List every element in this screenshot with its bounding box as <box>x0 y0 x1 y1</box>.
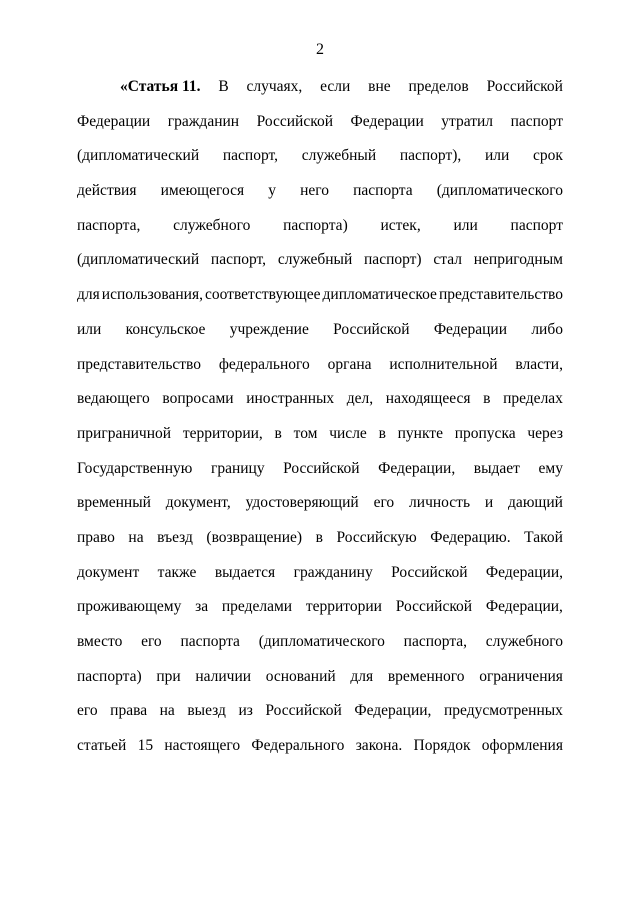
text-line <box>77 422 563 457</box>
word: утратил <box>441 112 494 130</box>
word: дипломатическое <box>322 286 437 304</box>
text-line <box>77 248 563 283</box>
word: ограничения <box>479 667 563 685</box>
word: паспорта <box>180 633 240 650</box>
word: Государственную <box>77 459 193 477</box>
word: проживающему <box>77 598 182 616</box>
word: Федерации <box>350 112 424 130</box>
text-line <box>77 561 563 596</box>
word: стал <box>433 251 462 269</box>
word: временный <box>77 494 151 512</box>
word: власти, <box>515 355 563 373</box>
word: документ <box>77 563 140 581</box>
text-line <box>77 387 563 422</box>
word: пределах <box>503 390 563 408</box>
text-line <box>77 734 563 769</box>
text-line <box>77 353 563 388</box>
text-line <box>77 144 563 179</box>
word: выдает <box>473 459 520 477</box>
word: иностранных <box>246 390 335 408</box>
word: Федерации <box>433 320 508 338</box>
text-line <box>77 630 563 665</box>
word: учреждение <box>229 320 309 338</box>
word: выдается <box>214 563 276 581</box>
text-line <box>77 110 563 145</box>
word: гражданин <box>167 112 240 130</box>
word: приграничной <box>77 424 172 442</box>
word: (возвращение) <box>206 528 303 546</box>
word: вопросами <box>162 390 234 408</box>
word: паспорта <box>353 182 413 200</box>
word: в <box>483 390 491 408</box>
word: (дипломатический <box>77 251 200 269</box>
word: у <box>268 182 276 200</box>
word: также <box>157 563 197 581</box>
word: оснований <box>265 667 336 685</box>
word: или <box>453 216 478 234</box>
word: соответствующее <box>205 286 321 304</box>
word: случаях, <box>246 78 303 95</box>
word: паспорт) <box>364 251 422 269</box>
word: личность <box>409 494 471 512</box>
word: въезд <box>157 528 193 546</box>
word: для <box>77 286 100 304</box>
word: паспорт <box>510 216 563 234</box>
word: него <box>300 182 329 200</box>
word: Федерацию. <box>430 528 511 546</box>
word: служебного <box>485 633 563 650</box>
word: либо <box>531 320 563 338</box>
word: находящееся <box>385 390 471 408</box>
word: его <box>141 633 162 650</box>
word: паспорт <box>510 112 563 130</box>
word: наличии <box>195 667 252 685</box>
word: (дипломатический <box>77 147 200 165</box>
word: если <box>320 78 351 95</box>
word: ему <box>538 459 563 477</box>
word: вместо <box>77 633 123 650</box>
word: паспорта) <box>283 216 348 234</box>
word: Российской <box>333 320 410 338</box>
word: консульское <box>125 320 206 338</box>
word: Российской <box>391 563 468 581</box>
word: Российскую <box>336 528 417 546</box>
word: (дипломатического <box>436 182 563 200</box>
page-number: 2 <box>316 41 324 58</box>
word: пропуска <box>454 424 516 442</box>
word: числе <box>329 424 367 442</box>
word: Федерации, <box>485 598 563 616</box>
word: гражданину <box>293 563 373 581</box>
word: за <box>195 598 209 616</box>
word: временного <box>387 667 465 685</box>
word: Российской <box>265 702 342 720</box>
word: закона. <box>355 737 403 755</box>
word: его <box>373 494 395 512</box>
word: дел, <box>346 390 374 408</box>
word: Федерации, <box>354 702 432 720</box>
word: Федерации, <box>485 563 563 581</box>
word: пределов <box>408 78 469 95</box>
word: для <box>350 667 374 685</box>
article-heading: «Статья 11. <box>120 78 201 95</box>
word: паспорт, <box>210 251 267 269</box>
word: территории <box>305 598 382 616</box>
word: имеющегося <box>160 182 245 200</box>
word: на <box>128 528 144 546</box>
word: его <box>77 702 98 720</box>
text-line <box>77 318 563 353</box>
word: в <box>315 528 323 546</box>
word: Российской <box>395 598 473 616</box>
word: удостоверяющий <box>245 494 359 512</box>
text-line <box>77 75 563 110</box>
word: в <box>274 424 282 442</box>
word: выезд <box>187 702 226 720</box>
word: органа <box>327 355 372 373</box>
text-line <box>77 491 563 526</box>
word: исполнительной <box>389 355 498 373</box>
text-line <box>77 214 563 249</box>
word: Федерации <box>77 112 151 130</box>
word: федерального <box>218 355 310 373</box>
word: служебного <box>173 216 251 234</box>
word: Российской <box>256 112 334 130</box>
word: Федерального <box>251 737 345 755</box>
word: служебный <box>277 251 353 269</box>
word: В <box>218 78 229 95</box>
word: непригодным <box>473 251 563 269</box>
word: пределами <box>221 598 293 616</box>
word: при <box>156 667 181 685</box>
word: Российской <box>486 78 563 95</box>
word: Российской <box>283 459 360 477</box>
word: действия <box>77 182 137 200</box>
word: паспорта, <box>403 633 468 650</box>
text-line <box>77 457 563 492</box>
word: через <box>527 424 563 442</box>
word: права <box>110 702 148 720</box>
word: представительство <box>77 355 202 373</box>
word: территории, <box>182 424 263 442</box>
word: Порядок <box>413 737 471 755</box>
text-line <box>77 665 563 700</box>
word: границу <box>210 459 265 477</box>
word: служебный <box>301 147 377 165</box>
word: и <box>484 494 494 512</box>
word: право <box>77 528 115 546</box>
word: Федерации, <box>378 459 456 477</box>
word: паспорта) <box>77 667 142 685</box>
word: паспорта, <box>77 216 141 234</box>
text-line <box>77 595 563 630</box>
word: или <box>77 320 102 338</box>
text-line <box>77 699 563 734</box>
word: паспорт, <box>222 147 278 165</box>
word: срок <box>533 147 563 165</box>
word: в <box>378 424 386 442</box>
word: представительство <box>438 286 563 304</box>
word: пункте <box>397 424 443 442</box>
word: или <box>485 147 510 165</box>
word: на <box>159 702 175 720</box>
word: паспорт), <box>399 147 462 165</box>
word: том <box>293 424 318 442</box>
word: настоящего <box>164 737 241 755</box>
word: вне <box>368 78 391 95</box>
article-text <box>77 75 563 769</box>
word: оформления <box>481 737 563 755</box>
word: из <box>238 702 253 720</box>
text-line <box>77 526 563 561</box>
word: использования, <box>101 286 203 304</box>
word: 15 <box>137 737 154 755</box>
word: статьей <box>77 737 127 755</box>
word: Такой <box>524 528 563 546</box>
text-line <box>77 283 563 318</box>
word: ведающего <box>77 390 150 408</box>
text-line <box>77 179 563 214</box>
word: предусмотренных <box>443 702 563 720</box>
word: документ, <box>165 494 231 512</box>
word: дающий <box>508 494 563 512</box>
word: (дипломатического <box>258 633 385 650</box>
word: истек, <box>380 216 421 234</box>
